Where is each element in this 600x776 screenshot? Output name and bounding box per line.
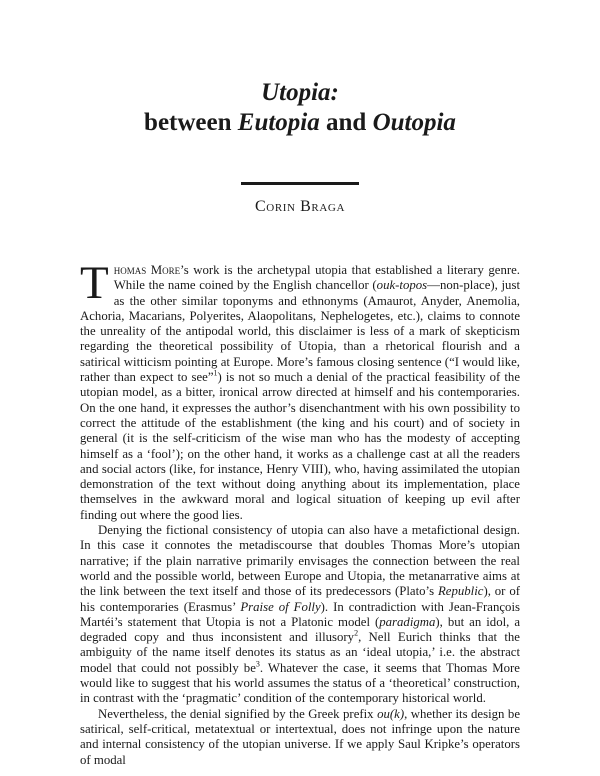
drop-cap: T <box>80 257 109 309</box>
title-line-2: between Eutopia and Outopia <box>144 109 456 136</box>
author-name: Corin Braga <box>255 198 345 215</box>
paragraph-2: Denying the fictional consistency of utopia can also have a metafictional design. In this case it connotes the metadiscourse that doubles Thomas More’s utopian narrative; if the plain narrative primarily envisages the connection between the real world and the possible world, between Europe and Utopia, the metanarrative aims at the link between the text itself and those of its predecessors (Plato’s Republic), or of his contemporaries (Erasmus’ Praise of Folly). In contradiction with Jean-François Martéi’s statement that Utopia is not a Platonic model (paradigma), but an idol, a degraded copy and thus inconsistent and illusory$^2$, Nell Eurich thinks that the ambiguity of the name itself denotes its status as an ‘ideal utopia,’ i.e. the abstract model that could not possibly $be^3$. Whatever the case, it seems that Thomas More would like to suggest that his world assumes the status of a ‘theoretical’ construction, in contrast with the ‘pragmatic’ condition of the contemporary historical world. <box>80 523 521 706</box>
paragraph-3: Nevertheless, the denial signified by the Greek prefix ou(k), whether its design be satirical, self-critical, metatextual or intertextual, does not infringe upon the nature and internal consistency of the utopian universe. If we apply Saul Kripke’s operators of modal <box>80 706 520 767</box>
body-text <box>80 257 521 768</box>
paragraph-1: Thomas More’s work is the archetypal utopia that established a literary genre. While the name coined by the English chancellor (ouk-topos—non-place), just as the other similar toponyms and ethnonyms (Amaurot, Anyder, Anemolia, Achoria, Macarians, Polyerites, Alaopolitans, Nephelogetes, etc.), claims to connote the unreality of the antipodal world, this disclaimer is less of a mark of skepticism regarding the theoretical possibility of Utopia, than a rhetorical flourish and a satirical witticism pointing at Europe. More’s famous closing sentence (“I would like, rather than expect to see”$^1$) is not so much a denial of the practical feasibility of the utopian model, as a bitter, ironical arrow directed at himself and his contemporaries. On the one hand, it expresses the author’s disenchantment with his own possibility to correct the attitude of the establishment (the king and his court) and of society in general (it is the self-criticism of the wise man who has the modesty of accepting himself as a ‘fool’); on the other hand, it works as a challenge cast at all the readers and social actors (like, for instance, Henry VIII), who, having assimilated the utopian demonstration of the text without doing anything about its implementation, place themselves in the awkward moral and logical situation of keeping up evil after finding out where the good lies. <box>80 257 520 522</box>
footnote-ref-2[interactable]: 2 <box>354 628 359 638</box>
footnote-ref-1[interactable]: 1 <box>213 368 218 378</box>
footnote-ref-3[interactable]: 3 <box>255 659 260 669</box>
title-line-1: Utopia: <box>261 79 339 106</box>
title-divider <box>241 182 359 185</box>
chapter-title <box>0 78 600 138</box>
